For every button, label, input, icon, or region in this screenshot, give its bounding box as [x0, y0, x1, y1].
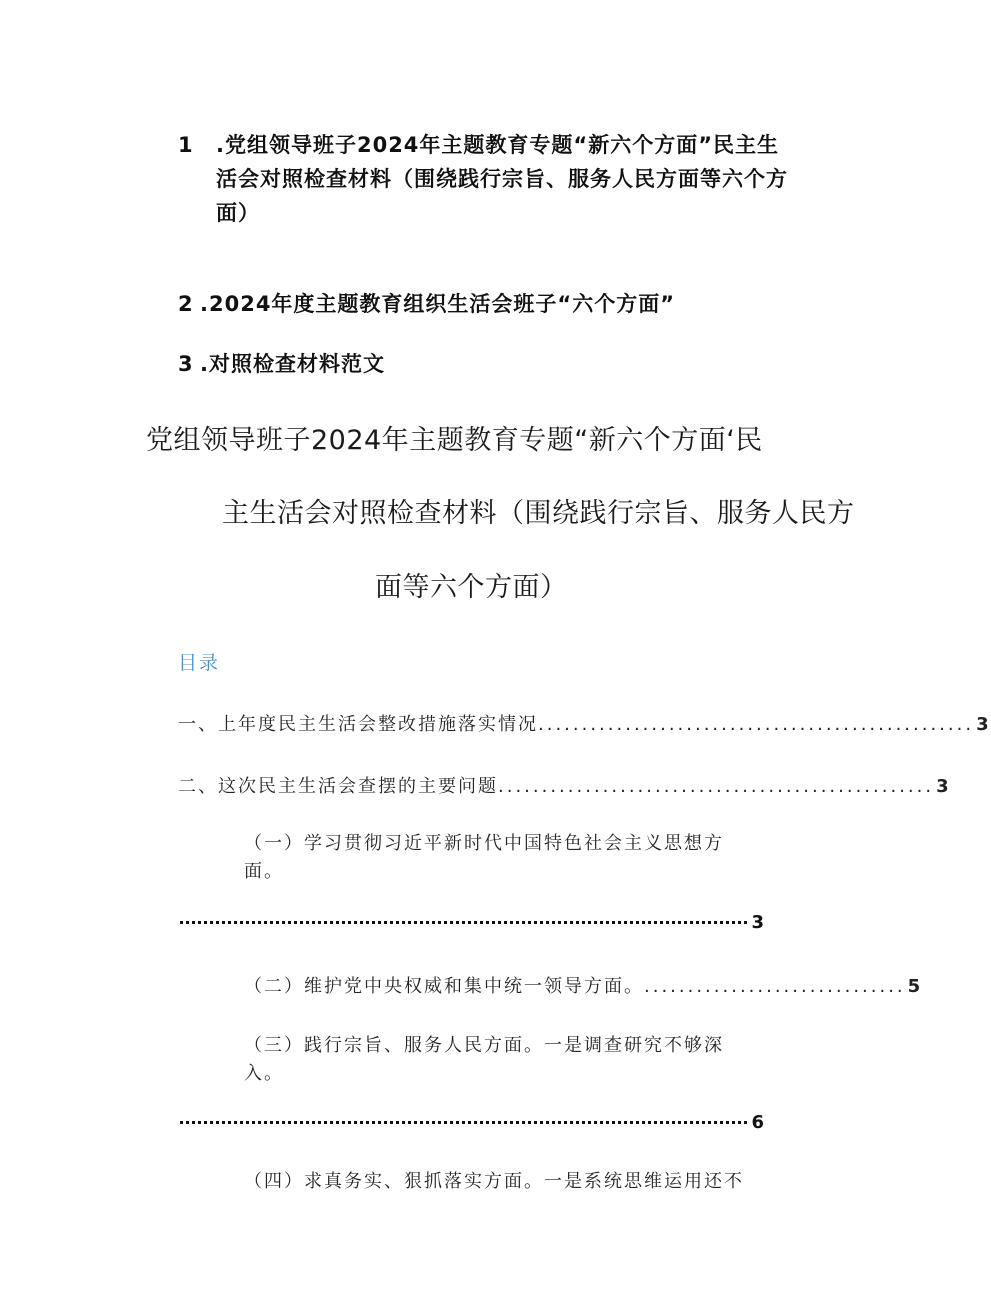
list-item-1 [178, 128, 798, 230]
toc-leader [180, 1118, 747, 1124]
toc-leader-row[interactable] [180, 912, 764, 933]
toc-entry-text: 一、上年度民主生活会整改措施落实情况 [178, 714, 538, 735]
toc-page-number: 6 [751, 1112, 764, 1133]
list-number: 1 [178, 133, 194, 157]
doc-title-line-2: 主生活会对照检查材料（围绕践行宗旨、服务人民方 [222, 498, 855, 529]
toc-page-number: 3 [976, 714, 991, 735]
toc-leader-row[interactable] [180, 1112, 764, 1133]
toc-heading: 目录 [178, 652, 221, 674]
list-number: 3 [178, 352, 194, 376]
list-number: 2 [178, 292, 194, 316]
toc-entry[interactable] [178, 772, 951, 798]
toc-page-number: 3 [751, 912, 764, 933]
toc-entry-text: （二）维护党中央权威和集中统一领导方面。 [244, 976, 644, 997]
toc-leader: .............................. [644, 976, 906, 997]
list-text: .党组领导班子2024年主题教育专题“新六个方面”民主生 活会对照检查材料（围绕践行宗旨、服务人民方面等六个方 面） [216, 133, 788, 225]
list-text: .对照检查材料范文 [200, 352, 385, 376]
doc-title-line-3: 面等六个方面） [375, 572, 568, 603]
toc-entry-text[interactable]: （一）学习贯彻习近平新时代中国特色社会主义思想方 面。 [244, 833, 724, 882]
toc-leader [180, 918, 747, 924]
toc-leader: .................................................. [498, 776, 935, 797]
toc-page-number: 3 [936, 776, 951, 797]
list-item-2 [178, 287, 798, 321]
toc-entry-text[interactable]: （三）践行宗旨、服务人民方面。一是调查研究不够深 入。 [244, 1035, 724, 1084]
toc-leader: .................................................. [538, 714, 975, 735]
list-text: .2024年度主题教育组织生活会班子“六个方面” [200, 292, 676, 316]
toc-entry[interactable] [244, 972, 923, 998]
toc-page-number: 5 [907, 976, 923, 997]
toc-entry[interactable] [178, 710, 991, 736]
doc-title-line-1: 党组领导班子2024年主题教育专题“新六个方面‘民 [146, 425, 763, 456]
list-item-3 [178, 347, 798, 381]
toc-entry-text[interactable]: （四）求真务实、狠抓落实方面。一是系统思维运用还不 [244, 1171, 744, 1192]
toc-entry-text: 二、这次民主生活会查摆的主要问题 [178, 776, 498, 797]
